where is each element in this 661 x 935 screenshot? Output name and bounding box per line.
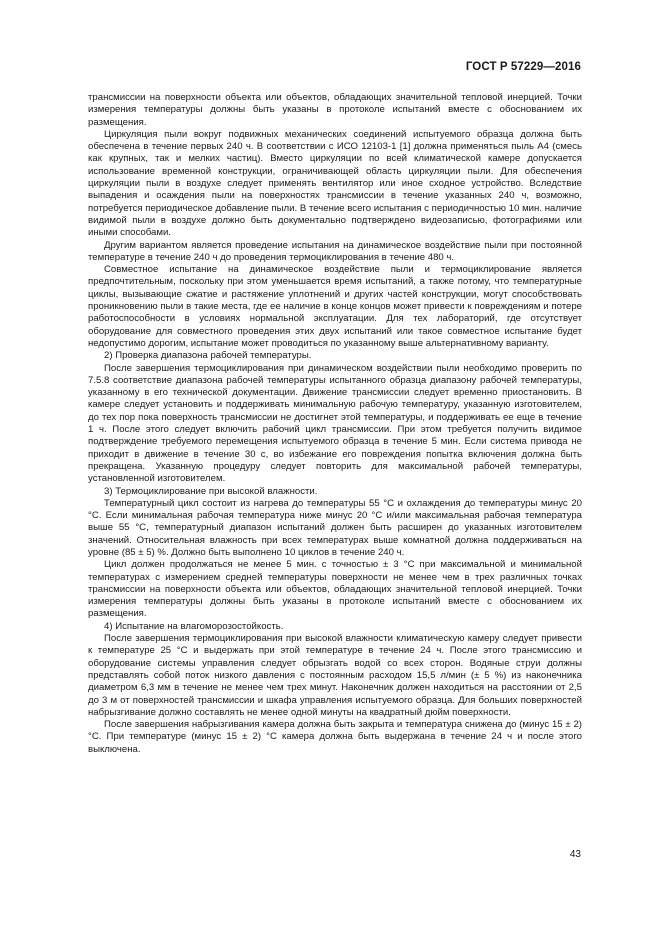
paragraph: Цикл должен продолжаться не менее 5 мин. с точностью ± 3 °С при максимальной и минимальной температурах с измерением средней температуры поверхности не менее чем в трех различных точках трансмиссии на поверхности объекта или объектов, обладающих значительной тепловой инерцией. Точки измерения температуры должны быть указаны в протоколе испытаний вместе с обоснованием их размещения. xyxy=(88,559,582,620)
section-heading: 4) Испытание на влагоморозостойкость. xyxy=(104,620,284,632)
page-number: 43 xyxy=(569,849,581,860)
paragraph: После завершения термоциклирования при высокой влажности климатическую камеру следует привести к температуре 25 °С и выдержать при этой температуре в течение 24 ч. После этого трансмиссию и оборудование системы управления следует обрызгать водой со всех сторон. Водяные струи должны представлять собой поток низкого давления с постоянным расходом 15,5 л/мин (± 5 %) из наконечника диаметром 6,3 мм в течение не менее чем трех минут. Наконечник должен находиться на расстоянии от 2,5 до 3 м от поверхностей трансмиссии и шкафа управления испытуемого образца. Для больших поверхностей набрызгивание должно составлять не менее одной минуты на квадратный дюйм поверхности. xyxy=(88,633,582,718)
paragraph: Совместное испытание на динамическое воздействие пыли и термоциклирование является предпочтительным, поскольку при этом уменьшается время испытаний, а также потому, что температурные циклы, вызывающие сжатие и растяжение уплотнений и других частей конструкции, могут способствовать проникновению пыли в такие места, где ее наличие в конце концов может привести к повреждениям и потере работоспособности в условиях нормальной эксплуатации. Для тех лабораторий, где отсутствует оборудование для совместного проведения этих двух испытаний или такое совместное испытание будет недопустимо дорогим, испытание может проводиться по указанному выше альтернативному варианту. xyxy=(88,264,582,349)
paragraph: Температурный цикл состоит из нагрева до температуры 55 °С и охлаждения до температуры минус 20 °С. Если минимальная рабочая температура ниже минус 20 °С и/или максимальная рабочая температура выше 55 °С, температурный диапазон испытаний должен быть расширен до указанных изготовителем значений. Относительная влажность при всех температурах выше комнатной должна поддерживаться на уровне (85 ± 5) %. Должно быть выполнено 10 циклов в течение 240 ч. xyxy=(88,497,582,558)
paragraph: Другим вариантом является проведение испытания на динамическое воздействие пыли при постоянной температуре в течение 240 ч до проведения термоциклирования в течение 480 ч. xyxy=(88,239,582,263)
paragraph: После завершения термоциклирования при динамическом воздействии пыли необходимо проверить по 7.5.8 соответствие диапазона рабочей температуры испытанного образца диапазону рабочей температуры, указанному в его технической документации. Движение трансмиссии следует временно приостановить. В камере следует установить и поддерживать минимальную рабочую температуру, указанную изготовителем, до тех пор пока поверхность трансмиссии не достигнет этой температуры, и поддерживать ее еще в течение 1 ч. После этого следует включить рабочий цикл трансмиссии. При этом требуется получить видимое подтверждение требуемого перемещения испытуемого образца в течение 5 мин. Если система привода не приходит в движение в течение 30 с, во избежание его повреждения попытка включения должна быть прекращена. Указанную процедуру следует повторить для максимальной рабочей температуры, установленной изготовителем. xyxy=(88,362,582,485)
paragraph: Циркуляция пыли вокруг подвижных механических соединений испытуемого образца должна быть обеспечена в течение первых 240 ч. В соответствии с ИСО 12103-1 [1] должна применяться пыль А4 (смесь как крупных, так и мелких частиц). Вместо циркуляции по всей климатической камере допускается использование временной конструкции, ограничивающей область циркуляции пыли. Для обеспечения циркуляции пыли в воздухе следует применять вентилятор или иное сходное устройство. Вследствие выпадения и осаждения пыли на поверхностях трансмиссии в течение указанных 240 ч, возможно, потребуется периодическое добавление пыли. В течение всего испытания с периодичностью 10 мин. наличие видимой пыли в воздухе должно быть документально подтверждено видеозаписью, фотографиями или иными способами. xyxy=(88,128,582,239)
paragraph: После завершения набрызгивания камера должна быть закрыта и температура снижена до (минус 15 ± 2) °С. При температуре (минус 15 ± 2) °С камера должна быть выдержана в течение 24 ч и после этого выключена. xyxy=(88,719,582,755)
paragraph: трансмиссии на поверхности объекта или объектов, обладающих значительной тепловой инерцией. Точки измерения температуры должны быть указаны в протоколе испытаний вместе с обоснованием их размещения. xyxy=(88,92,582,128)
body-text xyxy=(88,92,582,756)
standard-designation: ГОСТ Р 57229—2016 xyxy=(465,61,581,73)
section-heading: 3) Термоциклирование при высокой влажности. xyxy=(104,485,318,497)
section-heading: 2) Проверка диапазона рабочей температуры. xyxy=(104,350,312,362)
